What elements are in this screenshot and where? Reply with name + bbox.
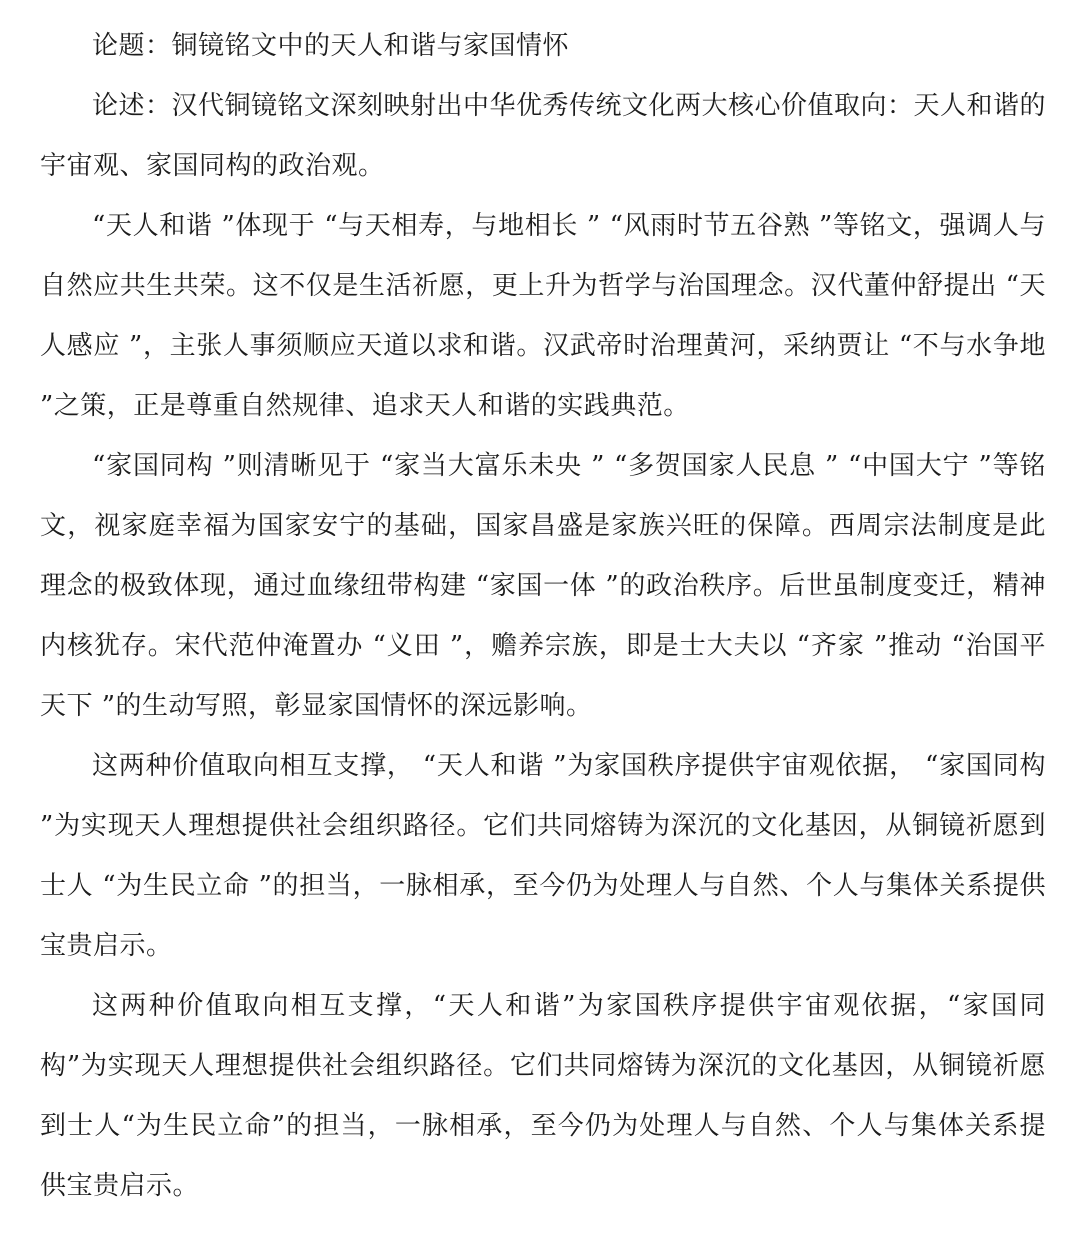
topic-heading: 论题：铜镜铭文中的天人和谐与家国情怀 xyxy=(92,31,570,61)
paragraph-family-state: “家国同构 ”则清晰见于 “家当大富乐未央 ” “多贺国家人民息 ” “中国大宁 ”等铭文，视家庭幸福为国家安宁的基础，国家昌盛是家族兴旺的保障。西周宗法制度是此理念的极致体现，通过血缘纽带构建 “家国一体 ”的政治秩序。后世虽制度变迁，精神内核犹存。宋代范仲淹置办 “义田 ”，赡养宗族，即是士大夫以 “齐家 ”推动 “治国平天下 ”的生动写照，彰显家国情怀的深远影响。 xyxy=(40,451,1046,721)
paragraph-harmony: “天人和谐 ”体现于 “与天相寿，与地相长 ” “风雨时节五谷熟 ”等铭文，强调人与自然应共生共荣。这不仅是生活祈愿，更上升为哲学与治国理念。汉代董仲舒提出 “天人感应 ”，主张人事须顺应天道以求和谐。汉武帝时治理黄河，采纳贾让 “不与水争地 ”之策，正是尊重自然规律、追求天人和谐的实践典范。 xyxy=(40,211,1046,421)
paragraph-conclusion: 这两种价值取向相互支撑， “天人和谐 ”为家国秩序提供宇宙观依据， “家国同构 ”为实现天人理想提供社会组织路径。它们共同熔铸为深沉的文化基因，从铜镜祈愿到士人 “为生民立命 ”的担当，一脉相承，至今仍为处理人与自然、个人与集体关系提供宝贵启示。 xyxy=(40,751,1046,961)
paragraph-conclusion-repeat: 这两种价值取向相互支撑，“天人和谐”为家国秩序提供宇宙观依据，“家国同构”为实现天人理想提供社会组织路径。它们共同熔铸为深沉的文化基因，从铜镜祈愿到士人“为生民立命”的担当，一脉相承，至今仍为处理人与自然、个人与集体关系提供宝贵启示。 xyxy=(40,991,1046,1201)
paragraph-thesis: 论述：汉代铜镜铭文深刻映射出中华优秀传统文化两大核心价值取向：天人和谐的宇宙观、家国同构的政治观。 xyxy=(40,91,1047,181)
document-body xyxy=(40,16,1046,1216)
